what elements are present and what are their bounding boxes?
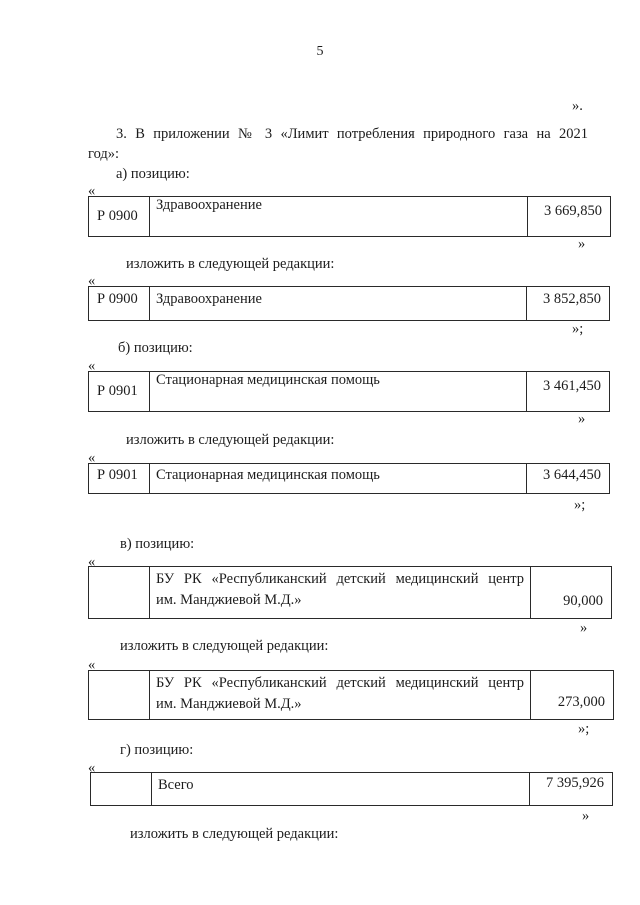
close-quote: »; (572, 321, 584, 337)
table-cell-name (150, 567, 531, 619)
replace-label: изложить в следующей редакции: (130, 826, 339, 842)
table-cell-code: Р 0900 (89, 287, 150, 321)
table-b-old (88, 371, 610, 412)
close-quote: » (582, 808, 590, 824)
table-cell-code: Р 0901 (89, 464, 150, 494)
close-quote: » (580, 620, 588, 636)
table-cell-code: Р 0900 (89, 197, 150, 237)
section-g-label: г) позицию: (120, 742, 194, 758)
paragraph-3 (88, 124, 588, 164)
section-v-label: в) позицию: (120, 536, 195, 552)
paragraph-line-1: 3. В приложении № 3 «Лимит потребления природного газа на 2021 (116, 126, 588, 142)
table-cell-code: Р 0901 (89, 372, 150, 412)
table-cell-name: Стационарная медицинская помощь (150, 464, 527, 494)
table-cell-name: Всего (152, 773, 530, 806)
replace-label: изложить в следующей редакции: (120, 638, 329, 654)
name-line-2: им. Манджиевой М.Д.» (156, 696, 302, 712)
table-cell-value: 7 395,926 (530, 773, 613, 806)
table-g-old (90, 772, 613, 806)
table-cell-value: 3 852,850 (527, 287, 610, 321)
page-number: 5 (316, 44, 324, 59)
table-cell-code (91, 773, 152, 806)
section-b-label: б) позицию: (118, 340, 193, 356)
table-cell-name: Стационарная медицинская помощь (150, 372, 527, 412)
table-cell-name: Здравоохранение (150, 287, 527, 321)
open-quote: « (88, 273, 96, 289)
replace-label: изложить в следующей редакции: (126, 432, 335, 448)
close-quote: » (578, 411, 586, 427)
open-quote: « (88, 657, 96, 673)
table-v-old (88, 566, 612, 619)
table-cell-value: 90,000 (531, 567, 612, 619)
table-cell-value: 3 669,850 (528, 197, 611, 237)
close-quote: »; (574, 497, 586, 513)
table-cell-name (150, 671, 531, 720)
closing-quote: ». (572, 98, 583, 114)
table-cell-value: 3 461,450 (527, 372, 610, 412)
table-cell-code (89, 567, 150, 619)
section-a-label: а) позицию: (116, 166, 190, 182)
name-line-2: им. Манджиевой М.Д.» (156, 592, 302, 608)
open-quote: « (88, 760, 96, 776)
open-quote: « (88, 358, 96, 374)
table-v-new (88, 670, 614, 720)
table-a-old (88, 196, 611, 237)
name-line-1: БУ РК «Республиканский детский медицинский центр (156, 675, 524, 691)
table-b-new (88, 463, 610, 494)
replace-label: изложить в следующей редакции: (126, 256, 335, 272)
open-quote: « (88, 183, 96, 199)
close-quote: » (578, 236, 586, 252)
table-cell-value: 273,000 (531, 671, 614, 720)
name-line-1: БУ РК «Республиканский детский медицинский центр (156, 571, 524, 587)
open-quote: « (88, 554, 96, 570)
open-quote: « (88, 450, 96, 466)
table-cell-value: 3 644,450 (527, 464, 610, 494)
paragraph-line-2: год»: (88, 146, 120, 162)
table-cell-name: Здравоохранение (150, 197, 528, 237)
table-cell-code (89, 671, 150, 720)
close-quote: »; (578, 721, 590, 737)
table-a-new (88, 286, 610, 321)
